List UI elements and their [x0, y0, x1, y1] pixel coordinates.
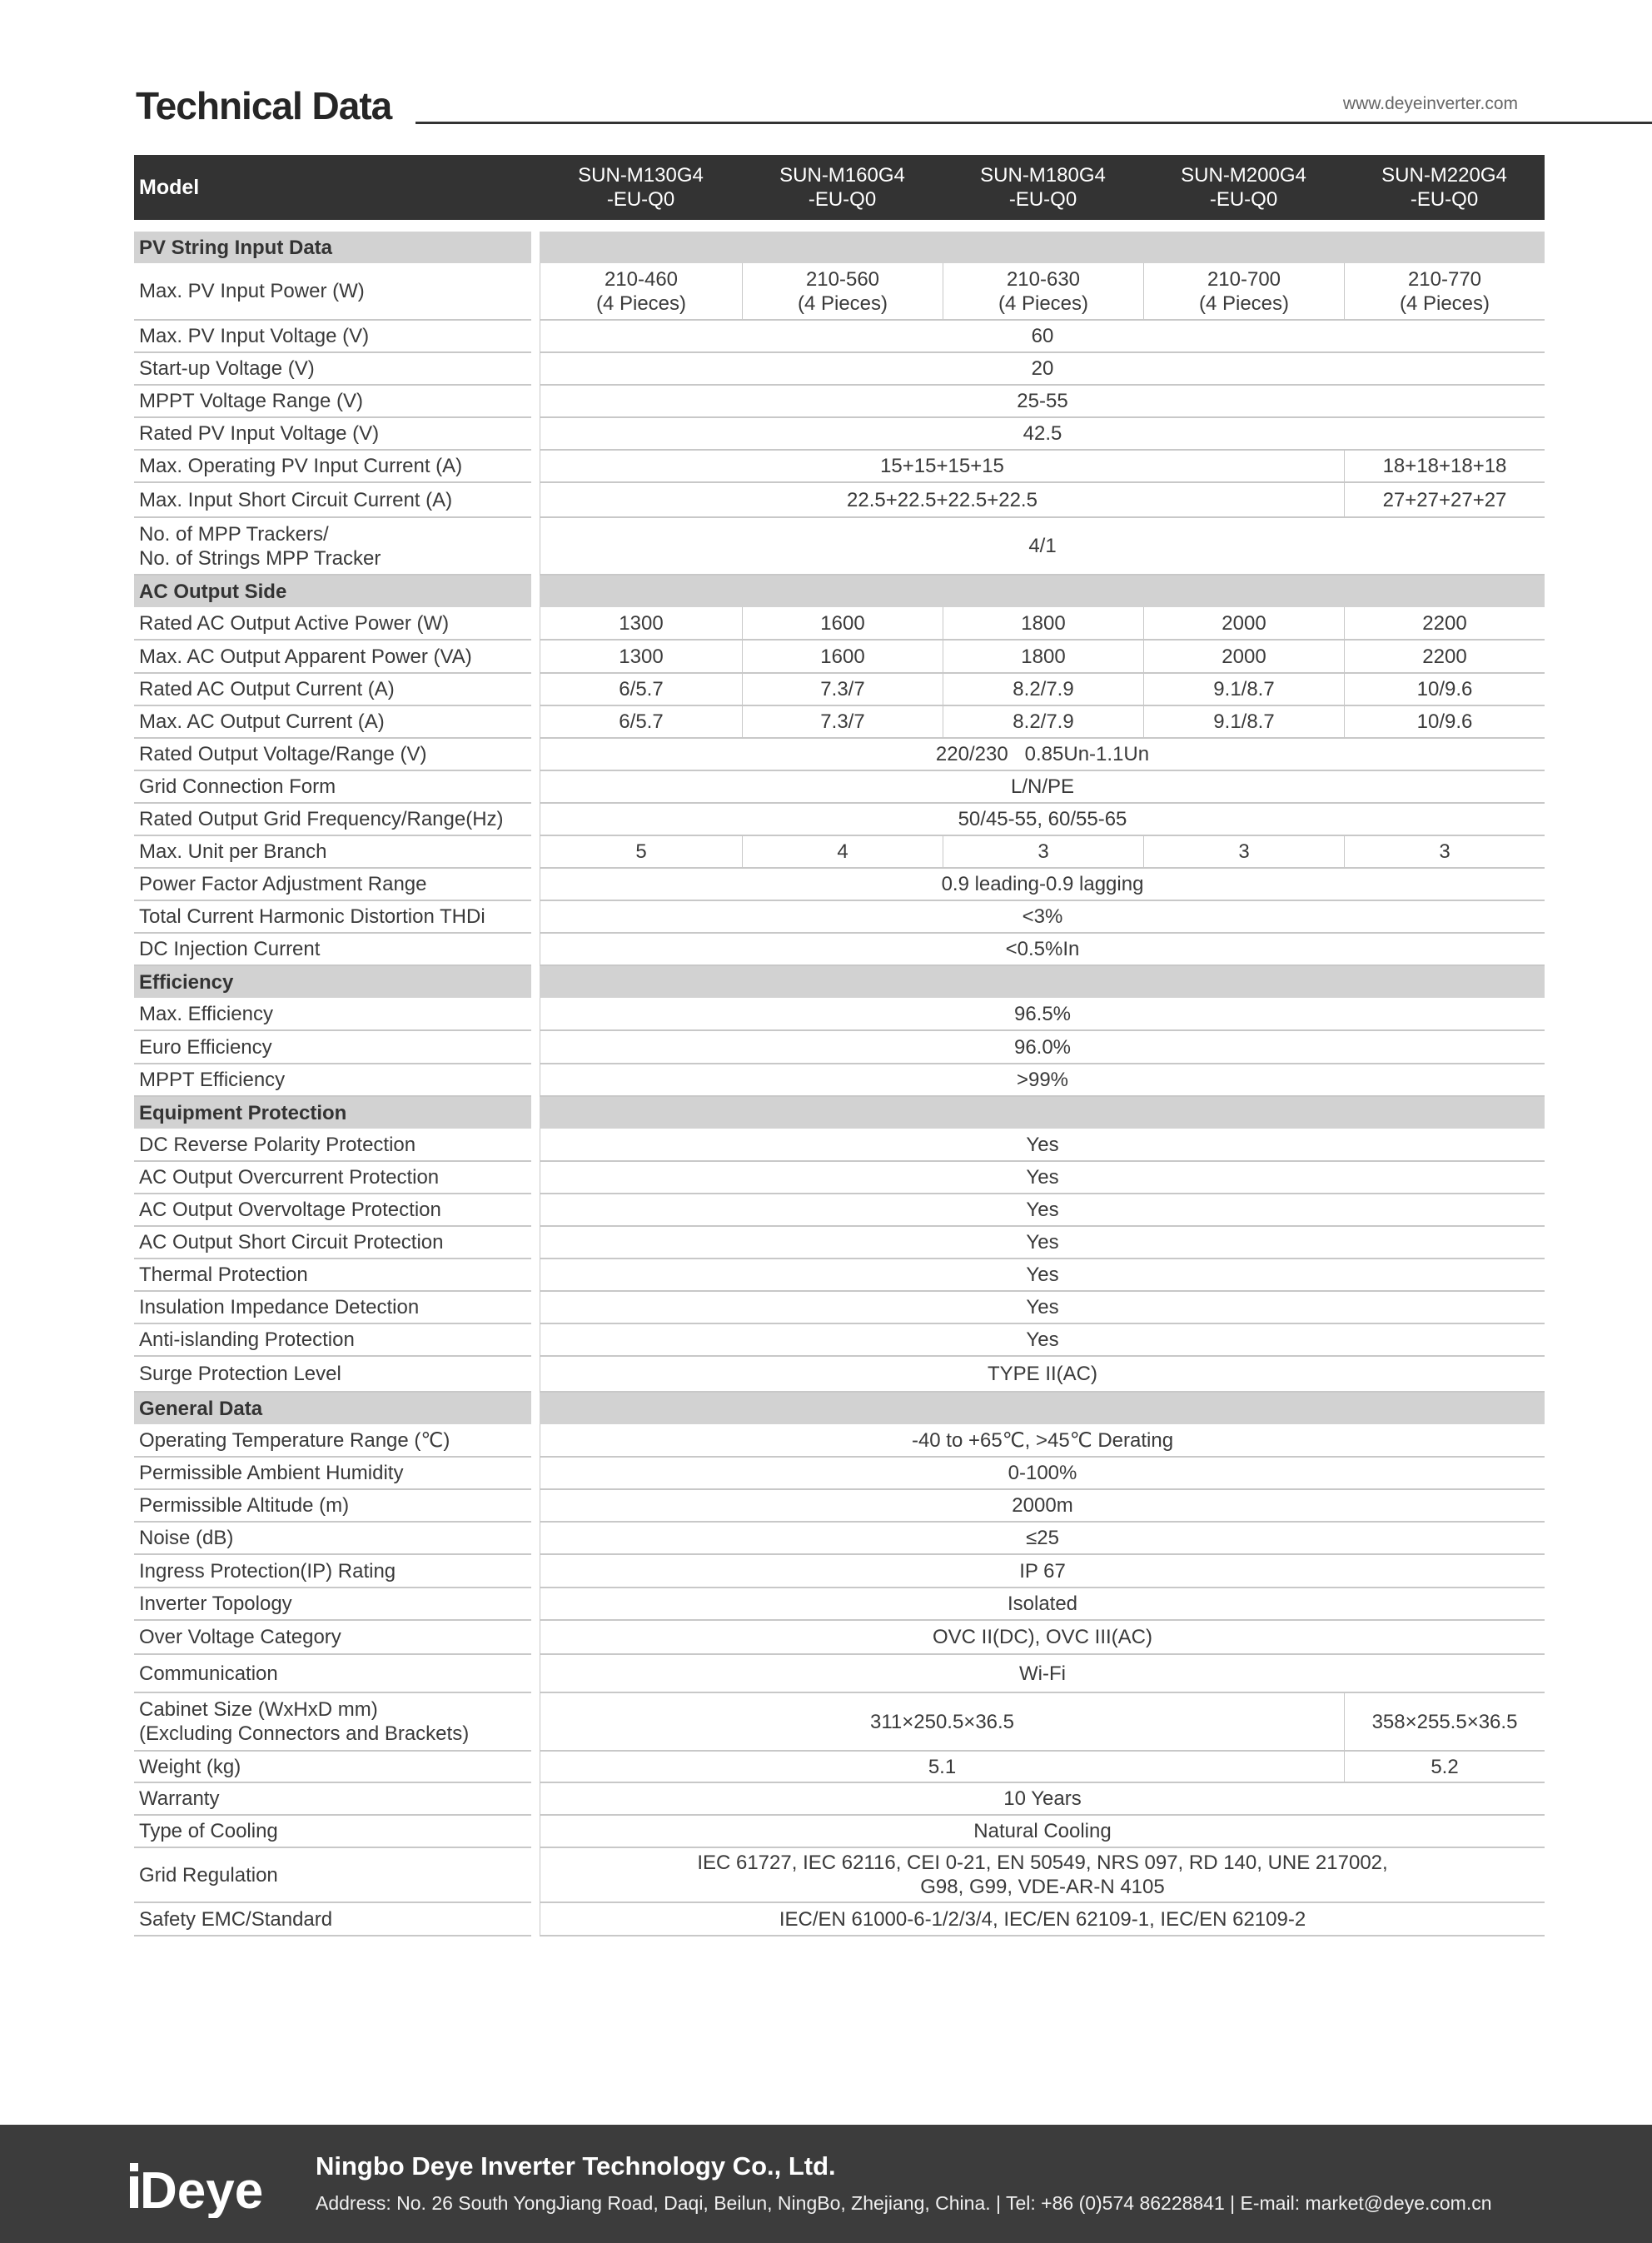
spec-row — [134, 739, 1545, 771]
spec-row — [134, 934, 1545, 966]
spec-row — [134, 1693, 1545, 1752]
spec-label: Rated Output Voltage/Range (V) — [134, 739, 531, 771]
spec-label: Noise (dB) — [134, 1523, 531, 1555]
section-header-general — [134, 1393, 1545, 1424]
deye-logo — [128, 2151, 278, 2218]
spec-value: 1800 — [943, 607, 1143, 641]
spec-label: Total Current Harmonic Distortion THDi — [134, 901, 531, 934]
spec-row — [134, 518, 1545, 576]
spec-value: 42.5 — [540, 418, 1545, 451]
spec-label: Rated AC Output Current (A) — [134, 674, 531, 706]
spec-value: Yes — [540, 1227, 1545, 1259]
spec-label: Operating Temperature Range (℃) — [134, 1424, 531, 1458]
spec-value: IEC/EN 61000-6-1/2/3/4, IEC/EN 62109-1, IEC/EN 62109-2 — [540, 1903, 1545, 1936]
page-title: Technical Data — [136, 84, 392, 127]
spec-label: Max. Efficiency — [134, 998, 531, 1031]
spec-value: L/N/PE — [540, 771, 1545, 804]
spec-label: Grid Connection Form — [134, 771, 531, 804]
spec-label: Max. Operating PV Input Current (A) — [134, 451, 531, 483]
spec-value: 96.5% — [540, 998, 1545, 1031]
spec-value: 5 — [540, 836, 742, 869]
spec-label: No. of MPP Trackers/ No. of Strings MPP Tracker — [134, 518, 531, 576]
spec-label: Thermal Protection — [134, 1259, 531, 1292]
spec-value: 1600 — [742, 641, 943, 674]
spec-value: 210-700 (4 Pieces) — [1143, 263, 1344, 321]
spec-row — [134, 607, 1545, 641]
spec-row — [134, 641, 1545, 674]
section-title: Equipment Protection — [134, 1097, 531, 1129]
spec-row — [134, 998, 1545, 1031]
spec-value: Wi-Fi — [540, 1655, 1545, 1693]
spec-row — [134, 1655, 1545, 1693]
spec-row — [134, 1424, 1545, 1458]
spec-value: TYPE II(AC) — [540, 1357, 1545, 1393]
spec-value: 25-55 — [540, 386, 1545, 418]
spec-label: Cabinet Size (WxHxD mm) (Excluding Connectors and Brackets) — [134, 1693, 531, 1752]
spec-label: AC Output Overcurrent Protection — [134, 1162, 531, 1194]
spec-label: Ingress Protection(IP) Rating — [134, 1555, 531, 1588]
spec-value: 10/9.6 — [1344, 706, 1545, 739]
spec-value: 210-630 (4 Pieces) — [943, 263, 1143, 321]
spec-label: Start-up Voltage (V) — [134, 353, 531, 386]
spec-value: 50/45-55, 60/55-65 — [540, 804, 1545, 836]
spec-value: Natural Cooling — [540, 1816, 1545, 1848]
spec-row — [134, 1903, 1545, 1936]
spec-row — [134, 321, 1545, 353]
spec-value: <3% — [540, 901, 1545, 934]
spec-row — [134, 674, 1545, 706]
spec-value: 3 — [943, 836, 1143, 869]
spec-label: Power Factor Adjustment Range — [134, 869, 531, 901]
spec-row — [134, 1523, 1545, 1555]
spec-label: Rated AC Output Active Power (W) — [134, 607, 531, 641]
model-name: SUN-M180G4 -EU-Q0 — [943, 155, 1143, 220]
spec-value: 220/230 0.85Un-1.1Un — [540, 739, 1545, 771]
spec-row — [134, 1324, 1545, 1357]
spec-value: 15+15+15+15 — [540, 451, 1344, 483]
spec-row — [134, 1458, 1545, 1490]
spec-row — [134, 1848, 1545, 1903]
spec-row — [134, 1752, 1545, 1783]
spec-row — [134, 1292, 1545, 1324]
page-header — [136, 83, 1543, 133]
spec-value: 9.1/8.7 — [1143, 706, 1344, 739]
spec-row — [134, 1588, 1545, 1621]
spec-value: >99% — [540, 1064, 1545, 1097]
spec-row — [134, 1129, 1545, 1162]
spec-label: Max. AC Output Apparent Power (VA) — [134, 641, 531, 674]
spec-row — [134, 836, 1545, 869]
spec-value: 60 — [540, 321, 1545, 353]
spec-value: 20 — [540, 353, 1545, 386]
spec-row — [134, 451, 1545, 483]
spec-value: Yes — [540, 1292, 1545, 1324]
spec-value: 6/5.7 — [540, 706, 742, 739]
section-header-pv — [134, 232, 1545, 263]
spec-value: Yes — [540, 1129, 1545, 1162]
spec-value: ≤25 — [540, 1523, 1545, 1555]
spec-label: Permissible Ambient Humidity — [134, 1458, 531, 1490]
spec-value: 358×255.5×36.5 — [1344, 1693, 1545, 1752]
spec-value: 4/1 — [540, 518, 1545, 576]
spec-value: 2000 — [1143, 641, 1344, 674]
spec-value: 8.2/7.9 — [943, 674, 1143, 706]
spec-label: Communication — [134, 1655, 531, 1693]
spec-value: IP 67 — [540, 1555, 1545, 1588]
model-label: Model — [134, 155, 531, 220]
spec-value: 9.1/8.7 — [1143, 674, 1344, 706]
spec-row — [134, 1259, 1545, 1292]
spec-value: 1300 — [540, 641, 742, 674]
spec-value: 10/9.6 — [1344, 674, 1545, 706]
model-header-row — [134, 155, 1545, 220]
title-rule — [415, 122, 1652, 124]
section-title: AC Output Side — [134, 576, 531, 607]
spec-label: MPPT Efficiency — [134, 1064, 531, 1097]
section-header-protection — [134, 1097, 1545, 1129]
model-name: SUN-M160G4 -EU-Q0 — [742, 155, 943, 220]
spec-value: 3 — [1143, 836, 1344, 869]
spec-label: Max. Input Short Circuit Current (A) — [134, 483, 531, 518]
spec-label: Warranty — [134, 1783, 531, 1816]
spec-value: -40 to +65℃, >45℃ Derating — [540, 1424, 1545, 1458]
spec-label: Anti-islanding Protection — [134, 1324, 531, 1357]
section-title: PV String Input Data — [134, 232, 531, 263]
spec-label: Max. AC Output Current (A) — [134, 706, 531, 739]
spec-value: 1800 — [943, 641, 1143, 674]
spec-row — [134, 1031, 1545, 1064]
spec-value: 210-560 (4 Pieces) — [742, 263, 943, 321]
spec-row — [134, 483, 1545, 518]
spec-value: 1300 — [540, 607, 742, 641]
spec-row — [134, 1064, 1545, 1097]
page-footer — [0, 2125, 1652, 2243]
spec-value: 10 Years — [540, 1783, 1545, 1816]
spec-label: AC Output Overvoltage Protection — [134, 1194, 531, 1227]
spec-value: 0.9 leading-0.9 lagging — [540, 869, 1545, 901]
spec-row — [134, 1490, 1545, 1523]
spec-value: Isolated — [540, 1588, 1545, 1621]
spec-value: 1600 — [742, 607, 943, 641]
spec-value: 311×250.5×36.5 — [540, 1693, 1344, 1752]
spec-label: Rated Output Grid Frequency/Range(Hz) — [134, 804, 531, 836]
model-name: SUN-M200G4 -EU-Q0 — [1143, 155, 1344, 220]
spec-value: 8.2/7.9 — [943, 706, 1143, 739]
spec-value: <0.5%In — [540, 934, 1545, 966]
spec-value: Yes — [540, 1162, 1545, 1194]
spec-row — [134, 706, 1545, 739]
spec-row — [134, 869, 1545, 901]
spec-value: 2200 — [1344, 607, 1545, 641]
spec-label: Max. PV Input Power (W) — [134, 263, 531, 321]
spec-value: Yes — [540, 1324, 1545, 1357]
spec-row — [134, 1357, 1545, 1393]
spec-value: 5.1 — [540, 1752, 1344, 1783]
spec-row — [134, 1783, 1545, 1816]
section-title: Efficiency — [134, 966, 531, 998]
section-title: General Data — [134, 1393, 531, 1424]
spec-value: Yes — [540, 1194, 1545, 1227]
spec-value: 3 — [1344, 836, 1545, 869]
model-name: SUN-M220G4 -EU-Q0 — [1344, 155, 1545, 220]
spec-row — [134, 1194, 1545, 1227]
spec-row — [134, 1621, 1545, 1655]
website-link[interactable]: www.deyeinverter.com — [1333, 94, 1518, 114]
section-header-efficiency — [134, 966, 1545, 998]
spec-label: Grid Regulation — [134, 1848, 531, 1903]
spec-value: 0-100% — [540, 1458, 1545, 1490]
spec-label: Insulation Impedance Detection — [134, 1292, 531, 1324]
spec-value: 96.0% — [540, 1031, 1545, 1064]
spec-value: Yes — [540, 1259, 1545, 1292]
spec-label: Inverter Topology — [134, 1588, 531, 1621]
spec-row — [134, 804, 1545, 836]
spec-label: Max. PV Input Voltage (V) — [134, 321, 531, 353]
spec-value: 2000m — [540, 1490, 1545, 1523]
spec-value: 2000 — [1143, 607, 1344, 641]
spec-value: OVC II(DC), OVC III(AC) — [540, 1621, 1545, 1655]
spec-value: 22.5+22.5+22.5+22.5 — [540, 483, 1344, 518]
spec-value: 4 — [742, 836, 943, 869]
spec-row — [134, 263, 1545, 321]
spec-value: IEC 61727, IEC 62116, CEI 0-21, EN 50549, NRS 097, RD 140, UNE 217002, G98, G99, VDE-AR-N 4105 — [540, 1848, 1545, 1903]
spec-label: AC Output Short Circuit Protection — [134, 1227, 531, 1259]
spec-table — [134, 155, 1545, 1936]
spec-label: DC Reverse Polarity Protection — [134, 1129, 531, 1162]
spec-row — [134, 418, 1545, 451]
spec-label: Type of Cooling — [134, 1816, 531, 1848]
spec-value: 6/5.7 — [540, 674, 742, 706]
spec-label: Permissible Altitude (m) — [134, 1490, 531, 1523]
spec-label: Max. Unit per Branch — [134, 836, 531, 869]
spec-row — [134, 1162, 1545, 1194]
spec-label: DC Injection Current — [134, 934, 531, 966]
spec-value: 2200 — [1344, 641, 1545, 674]
spec-label: Over Voltage Category — [134, 1621, 531, 1655]
spec-value: 5.2 — [1344, 1752, 1545, 1783]
spec-label: Surge Protection Level — [134, 1357, 531, 1393]
spec-label: Safety EMC/Standard — [134, 1903, 531, 1936]
spec-label: Euro Efficiency — [134, 1031, 531, 1064]
svg-text:Deye: Deye — [140, 2162, 264, 2218]
spec-value: 7.3/7 — [742, 706, 943, 739]
spec-label: Weight (kg) — [134, 1752, 531, 1783]
spec-value: 210-460 (4 Pieces) — [540, 263, 742, 321]
spec-row — [134, 901, 1545, 934]
spec-row — [134, 771, 1545, 804]
spec-value: 18+18+18+18 — [1344, 451, 1545, 483]
spec-row — [134, 386, 1545, 418]
company-name: Ningbo Deye Inverter Technology Co., Ltd. — [316, 2151, 836, 2181]
spec-row — [134, 353, 1545, 386]
spec-value: 27+27+27+27 — [1344, 483, 1545, 518]
spec-label: MPPT Voltage Range (V) — [134, 386, 531, 418]
spec-row — [134, 1555, 1545, 1588]
spec-row — [134, 1227, 1545, 1259]
spec-value: 7.3/7 — [742, 674, 943, 706]
spec-label: Rated PV Input Voltage (V) — [134, 418, 531, 451]
company-address: Address: No. 26 South YongJiang Road, Daqi, Beilun, NingBo, Zhejiang, China. | Tel: +86 (0)574 86228841 | E-mail: market@deye.com.cn — [316, 2192, 1492, 2214]
spec-row — [134, 1816, 1545, 1848]
spec-value: 210-770 (4 Pieces) — [1344, 263, 1545, 321]
model-name: SUN-M130G4 -EU-Q0 — [540, 155, 742, 220]
section-header-ac — [134, 576, 1545, 607]
